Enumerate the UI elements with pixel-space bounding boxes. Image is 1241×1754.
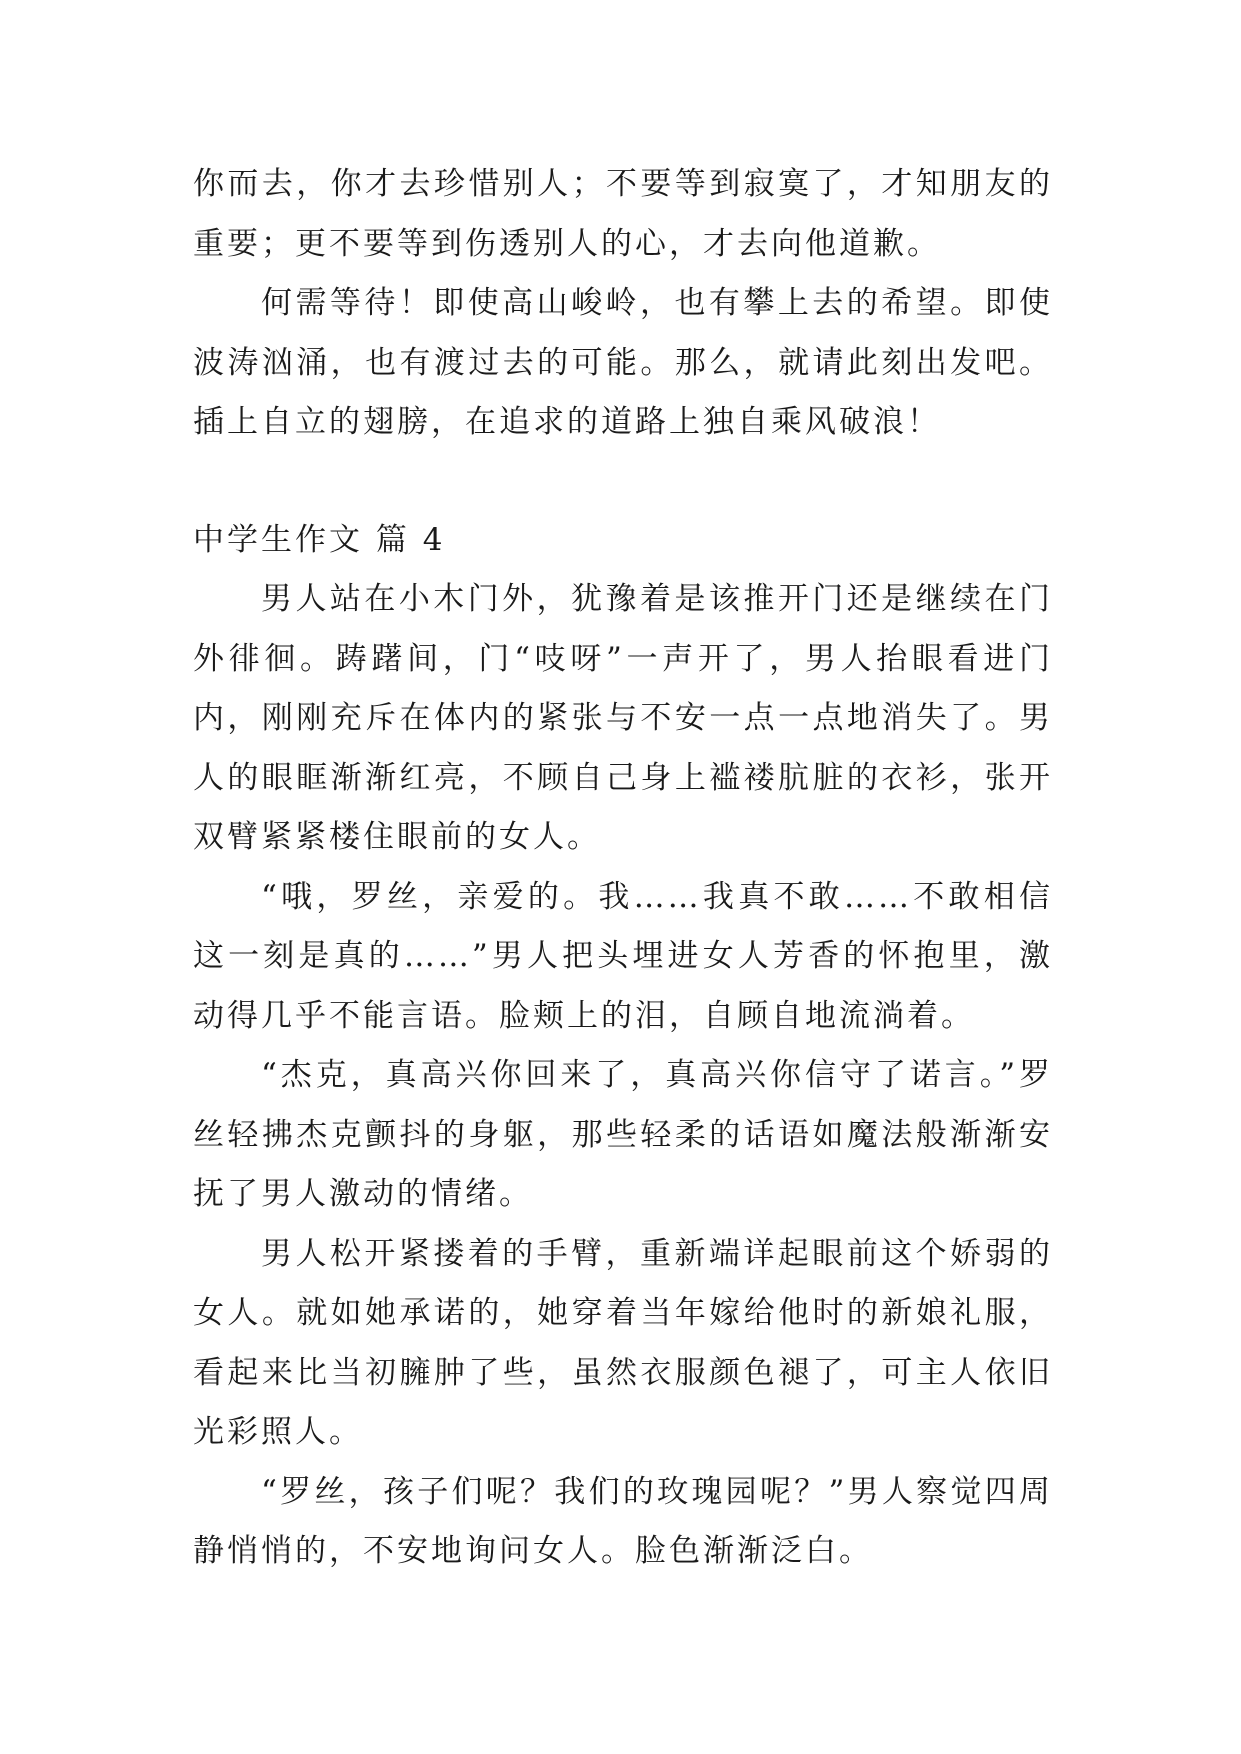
- paragraph: “哦，罗丝，亲爱的。我……我真不敢……不敢相信这一刻是真的……”男人把头埋进女人芳香的怀抱里，激动得几乎不能言语。脸颊上的泪，自顾自地流淌着。: [193, 878, 1053, 1034]
- paragraph: 男人站在小木门外，犹豫着是该推开门还是继续在门外徘徊。踌躇间，门“吱呀”一声开了，男人抬眼看进门内，刚刚充斥在体内的紧张与不安一点一点地消失了。男人的眼眶渐渐红亮，不顾自己身上褴褛肮脏的衣衫，张开双臂紧紧楼住眼前的女人。: [193, 581, 1053, 855]
- paragraph: 男人松开紧搂着的手臂，重新端详起眼前这个娇弱的女人。就如她承诺的，她穿着当年嫁给他时的新娘礼服，看起来比当初臃肿了些，虽然衣服颜色褪了，可主人依旧光彩照人。: [193, 1235, 1053, 1450]
- paragraph: 你而去，你才去珍惜别人；不要等到寂寞了，才知朋友的重要；更不要等到伤透别人的心，才去向他道歉。: [193, 166, 1053, 262]
- paragraph: “杰克，真高兴你回来了，真高兴你信守了诺言。”罗丝轻拂杰克颤抖的身躯，那些轻柔的话语如魔法般渐渐安抚了男人激动的情绪。: [193, 1057, 1053, 1212]
- document-body: [193, 155, 1053, 1582]
- section-heading: 中学生作文 篇 4: [193, 521, 446, 558]
- paragraph: “罗丝，孩子们呢？我们的玫瑰园呢？”男人察觉四周静悄悄的，不安地询问女人。脸色渐渐泛白。: [193, 1473, 1053, 1569]
- paragraph: 何需等待！即使高山峻岭，也有攀上去的希望。即使波涛汹涌，也有渡过去的可能。那么，就请此刻出发吧。插上自立的翅膀，在追求的道路上独自乘风破浪！: [193, 285, 1053, 440]
